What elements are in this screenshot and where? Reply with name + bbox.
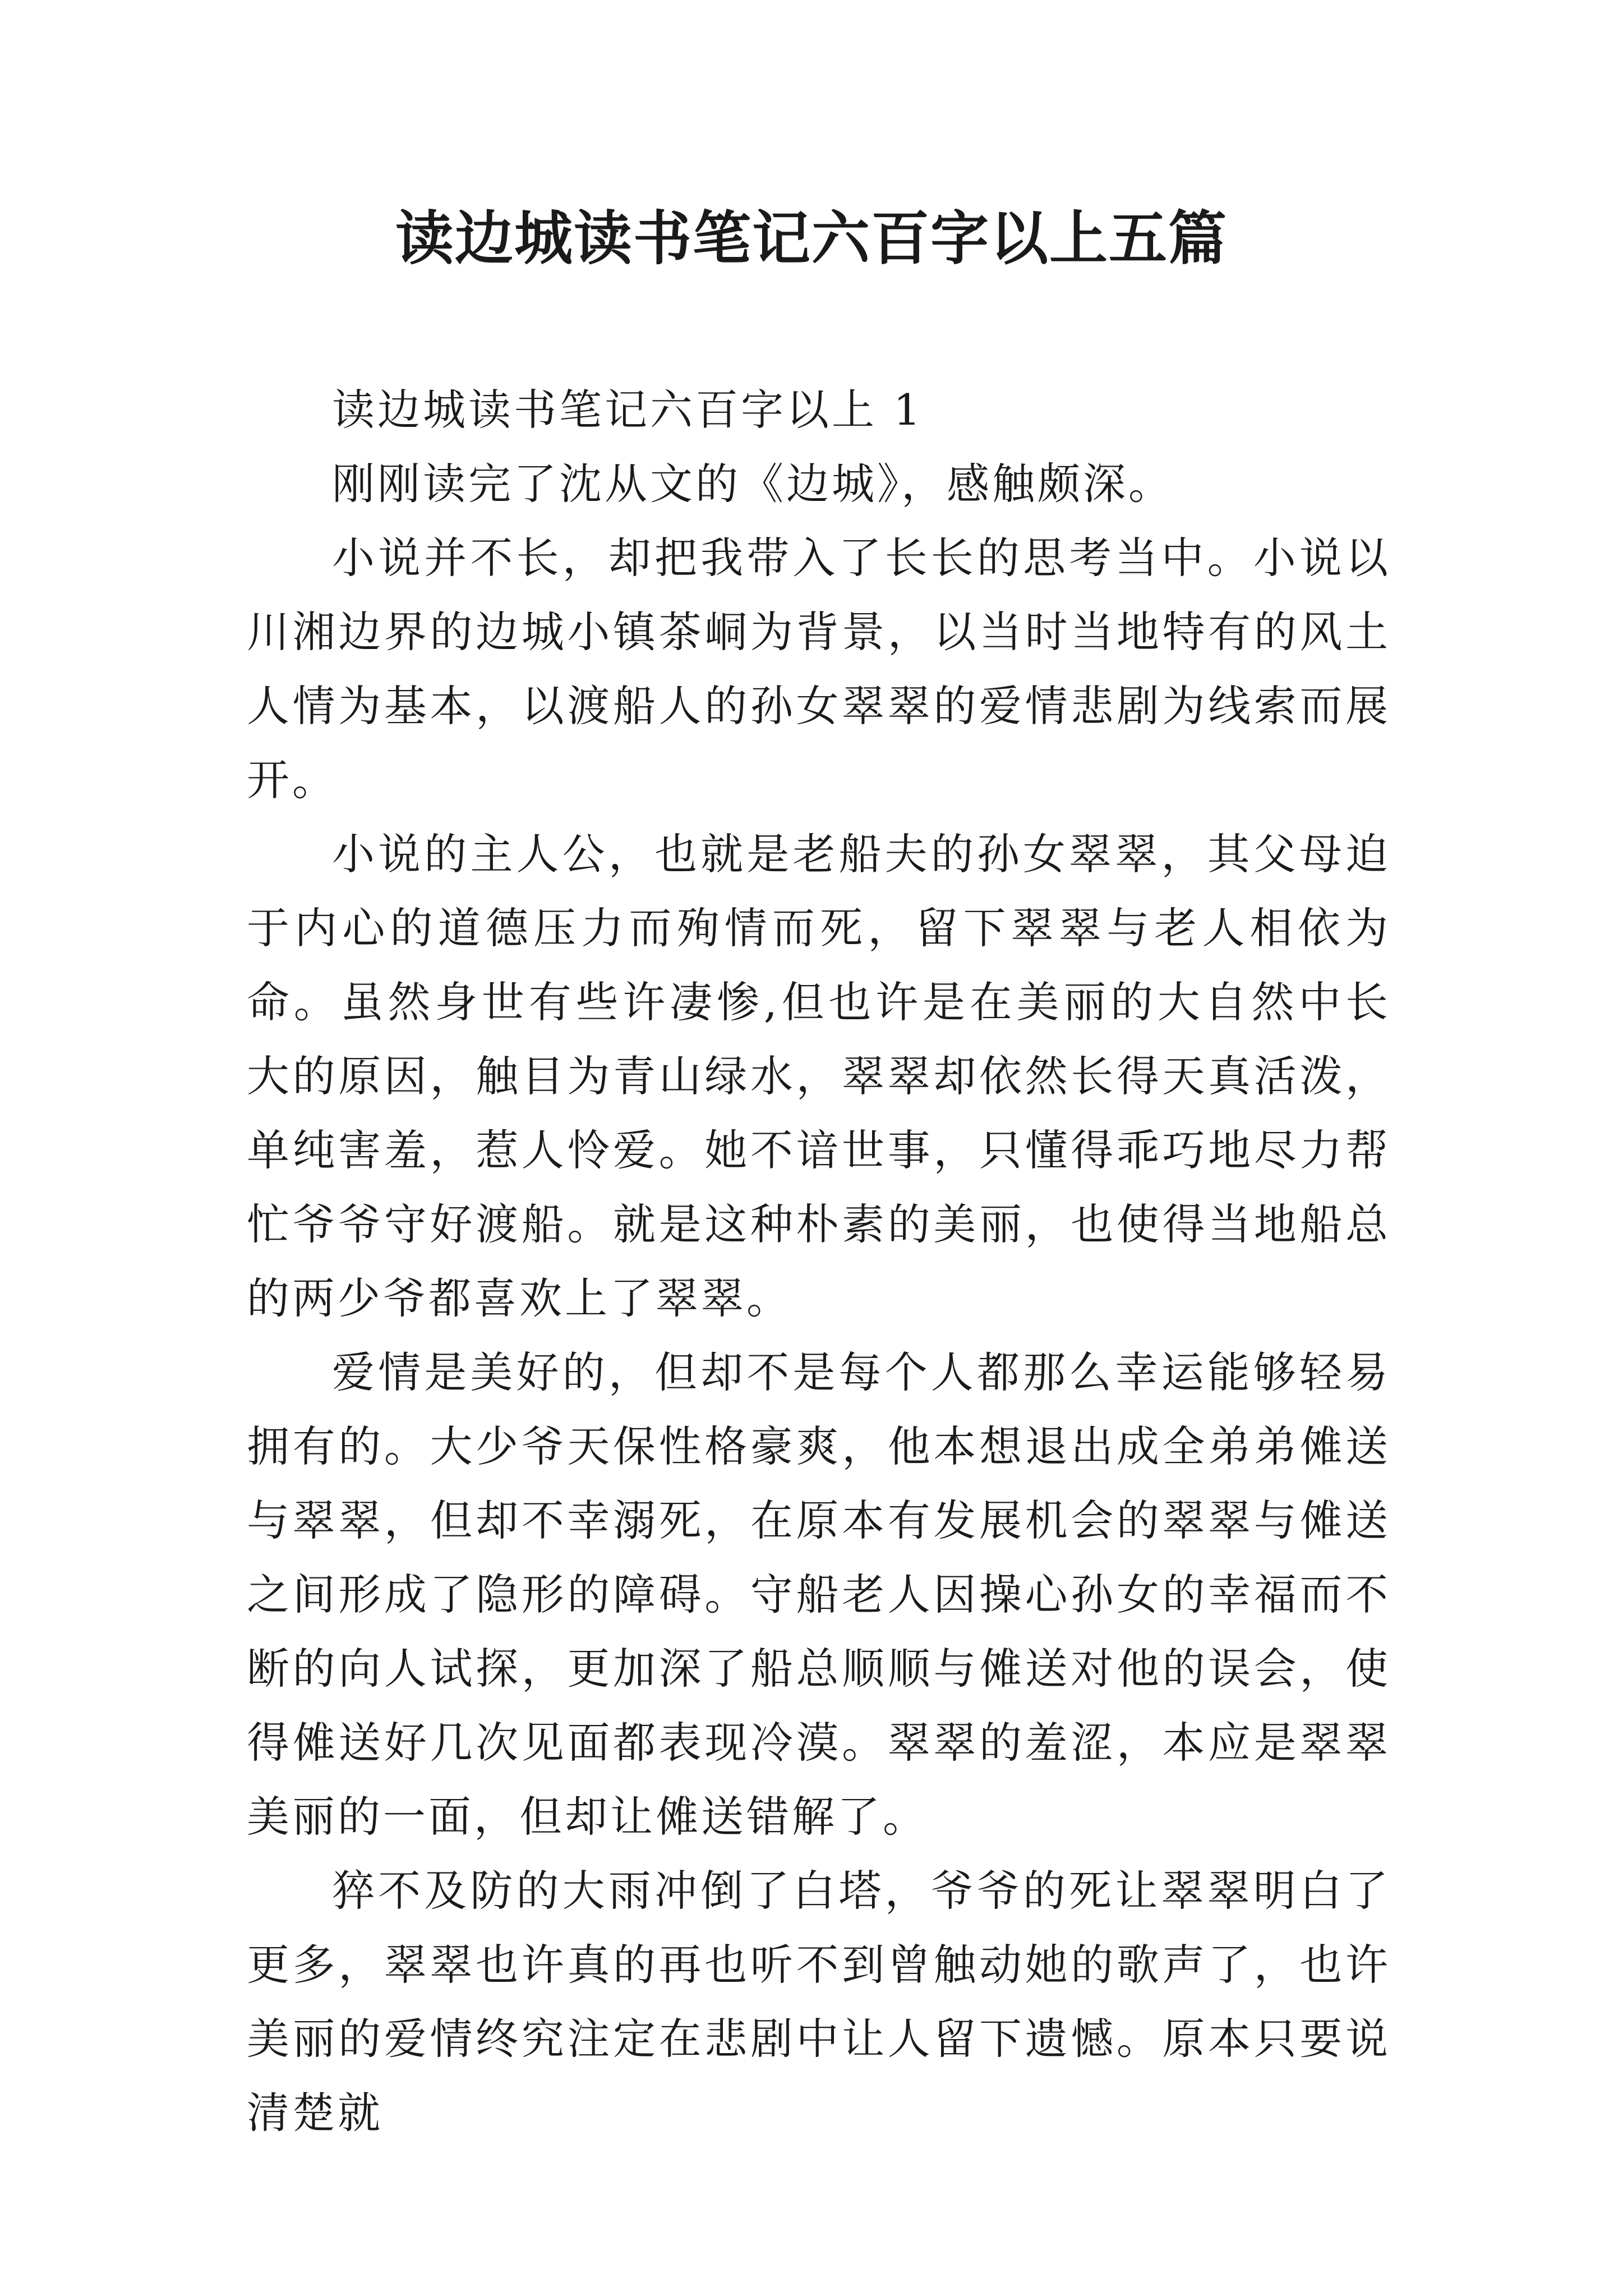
paragraph: 刚刚读完了沈从文的《边城》，感触颇深。 (332, 459, 1174, 509)
paragraph: 猝不及防的大雨冲倒了白塔，爷爷的死让翠翠明白了更多，翠翠也许真的再也听不到曾触动她的歌声了，也许美丽的爱情终究注定在悲剧中让人留下遗憾。原本只要说清楚就 (247, 1866, 1391, 2138)
paragraph: 小说的主人公，也就是老船夫的孙女翠翠，其父母迫于内心的道德压力而殉情而死，留下翠翠与老人相依为命。虽然身世有些许凄惨,但也许是在美丽的大自然中长大的原因，触目为青山绿水，翠翠却依然长得天真活泼，单纯害羞，惹人怜爱。她不谙世事，只懂得乖巧地尽力帮忙爷爷守好渡船。就是这种朴素的美丽，也使得当地船总的两少爷都喜欢上了翠翠。 (247, 829, 1391, 1323)
document-title: 读边城读书笔记六百字以上五篇 (395, 204, 1228, 273)
paragraph: 小说并不长，却把我带入了长长的思考当中。小说以川湘边界的边城小镇茶峒为背景，以当时当地特有的风土人情为基本，以渡船人的孙女翠翠的爱情悲剧为线索而展开。 (247, 533, 1391, 805)
document-body (247, 373, 1391, 2150)
paragraph: 爱情是美好的，但却不是每个人都那么幸运能够轻易拥有的。大少爷天保性格豪爽，他本想退出成全弟弟傩送与翠翠，但却不幸溺死，在原本有发展机会的翠翠与傩送之间形成了隐形的障碍。守船老人因操心孙女的幸福而不断的向人试探，更加深了船总顺顺与傩送对他的误会，使得傩送好几次见面都表现冷漠。翠翠的羞涩，本应是翠翠美丽的一面，但却让傩送错解了。 (247, 1347, 1391, 1842)
section-heading: 读边城读书笔记六百字以上 1 (332, 385, 924, 435)
